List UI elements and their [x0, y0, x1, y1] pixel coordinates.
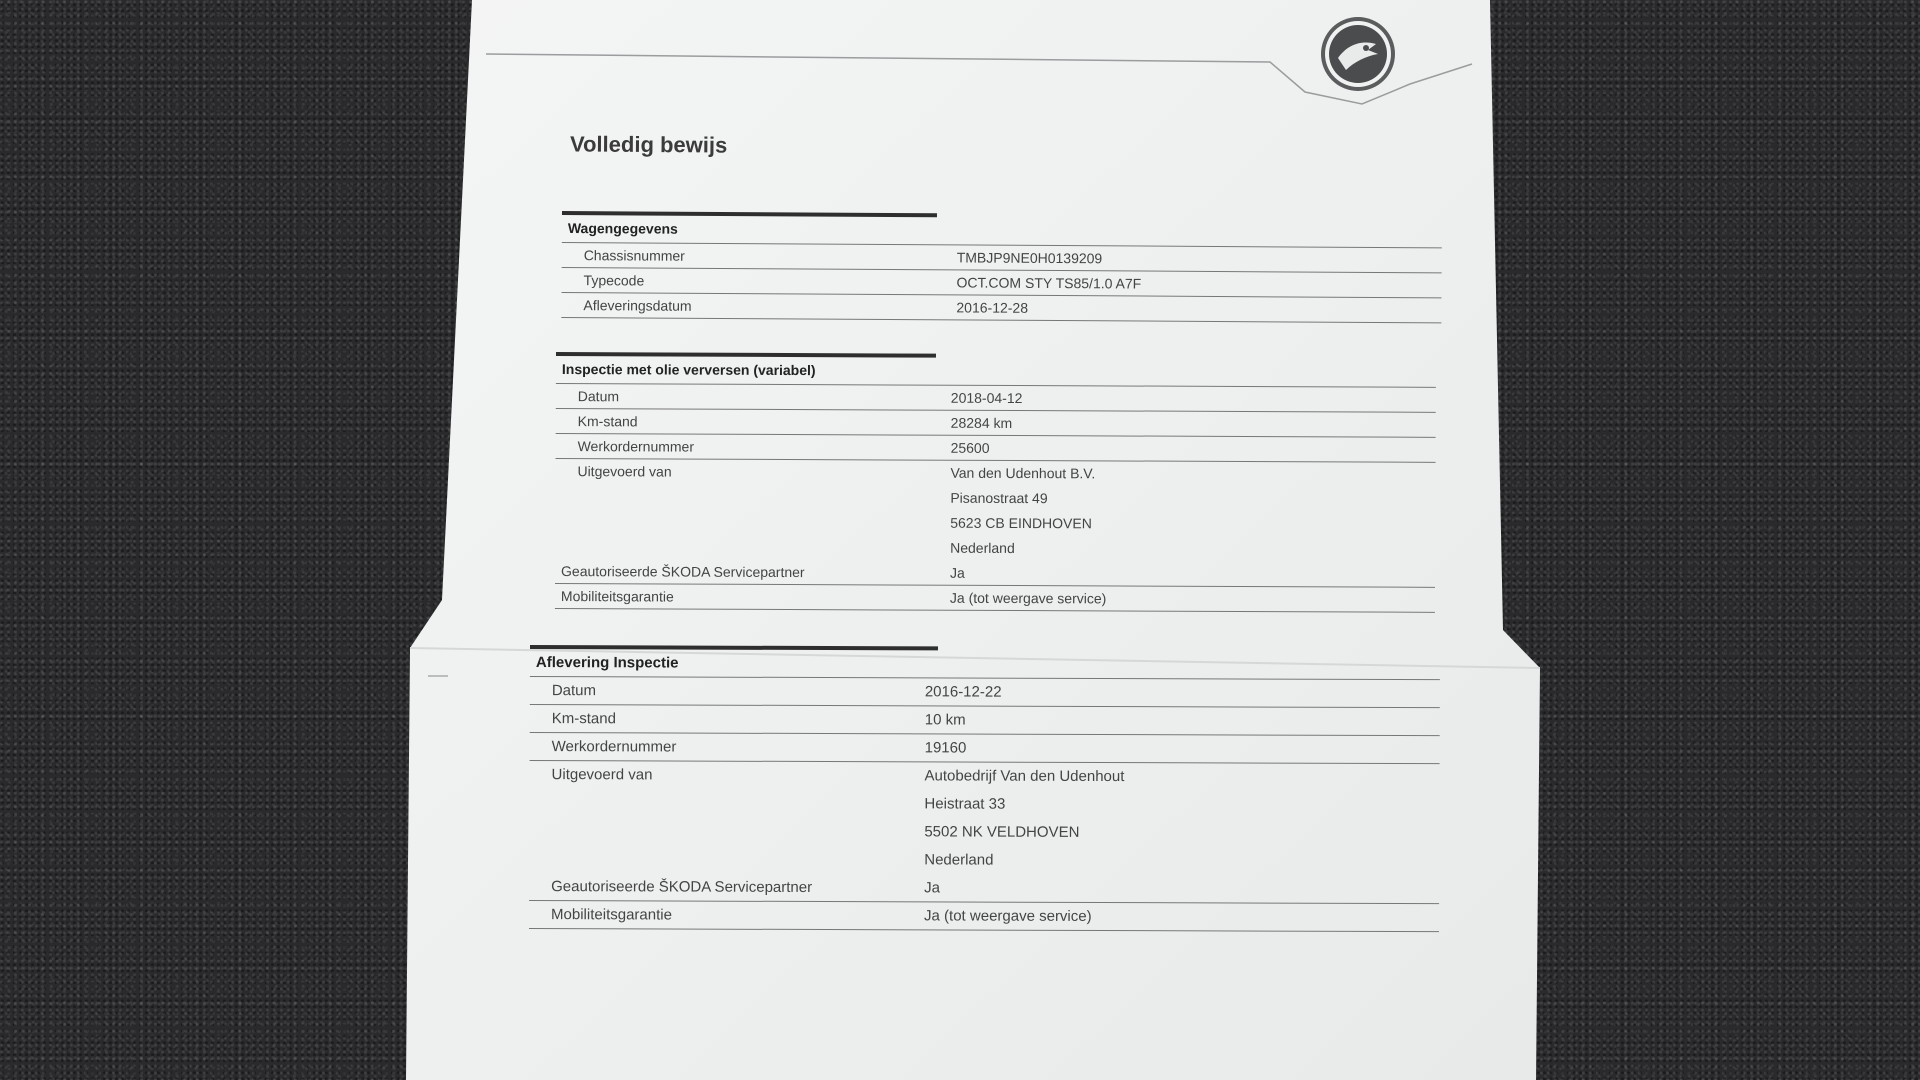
row-value: Ja (tot weergave service): [924, 907, 1092, 925]
address-line: 5502 NK VELDHOVEN: [924, 823, 1080, 841]
table-row: [556, 433, 1436, 462]
address-line: Heistraat 33: [924, 795, 1006, 813]
section-heading: Inspectie met olie verversen (variabel): [561, 361, 816, 379]
table-row: [556, 383, 1436, 412]
section-aflevering-inspectie: [529, 645, 1440, 932]
row-label: Datum: [551, 682, 597, 700]
row-label: Uitgevoerd van: [577, 463, 672, 480]
row-value: 2016-12-22: [924, 683, 1002, 701]
row-label: Afleveringsdatum: [583, 297, 692, 314]
address-line: Van den Udenhout B.V.: [950, 464, 1096, 482]
row-label: Geautoriseerde ŠKODA Servicepartner: [561, 563, 805, 581]
section-inspectie-olie: [555, 352, 1436, 613]
row-label: Km-stand: [551, 710, 616, 728]
section-wagengegevens: [561, 211, 1442, 323]
row-label: Mobiliteitsgarantie: [560, 588, 674, 605]
row-label: Km-stand: [577, 413, 638, 430]
row-value: OCT.COM STY TS85/1.0 A7F: [956, 274, 1142, 292]
document-title: Volledig bewijs: [569, 131, 728, 158]
table-row: [530, 704, 1440, 735]
address-line: Pisanostraat 49: [950, 489, 1048, 507]
address-block: [950, 461, 1435, 563]
row-label: Werkordernummer: [577, 438, 695, 455]
table-row: [555, 559, 1435, 587]
skoda-logo-icon: [1318, 14, 1398, 94]
table-row: [561, 292, 1441, 323]
row-value: 28284 km: [950, 414, 1013, 431]
address-line: Nederland: [924, 851, 994, 869]
row-value: 2016-12-28: [956, 299, 1029, 316]
row-value: Ja: [950, 564, 965, 581]
row-value: TMBJP9NE0H0139209: [956, 249, 1103, 267]
row-label: Werkordernummer: [551, 738, 677, 756]
table-row: [529, 760, 1439, 876]
row-label: Datum: [577, 388, 620, 405]
address-line: 5623 CB EINDHOVEN: [950, 514, 1092, 532]
row-label: Geautoriseerde ŠKODA Servicepartner: [551, 878, 813, 896]
table-row: [530, 732, 1440, 763]
row-value: Ja: [924, 879, 941, 897]
table-row: [529, 900, 1439, 932]
table-row: [530, 676, 1440, 707]
row-value: 2018-04-12: [950, 389, 1023, 407]
row-label: Chassisnummer: [583, 247, 685, 264]
row-label: Typecode: [583, 272, 645, 289]
table-row: [555, 583, 1435, 613]
row-value: 19160: [924, 739, 967, 757]
section-heading: Wagengegevens: [567, 220, 678, 237]
address-line: Nederland: [950, 539, 1015, 557]
address-line: Autobedrijf Van den Udenhout: [924, 767, 1125, 786]
section-heading: Aflevering Inspectie: [535, 654, 679, 672]
row-label: Mobiliteitsgarantie: [551, 906, 672, 924]
row-value: 25600: [950, 439, 990, 456]
row-value: 10 km: [924, 711, 966, 729]
address-block: [924, 762, 1439, 876]
table-row: [556, 408, 1436, 437]
row-label: Uitgevoerd van: [551, 766, 653, 784]
row-value: Ja (tot weergave service): [949, 589, 1107, 607]
table-row: [529, 873, 1439, 903]
table-row: [555, 458, 1435, 563]
